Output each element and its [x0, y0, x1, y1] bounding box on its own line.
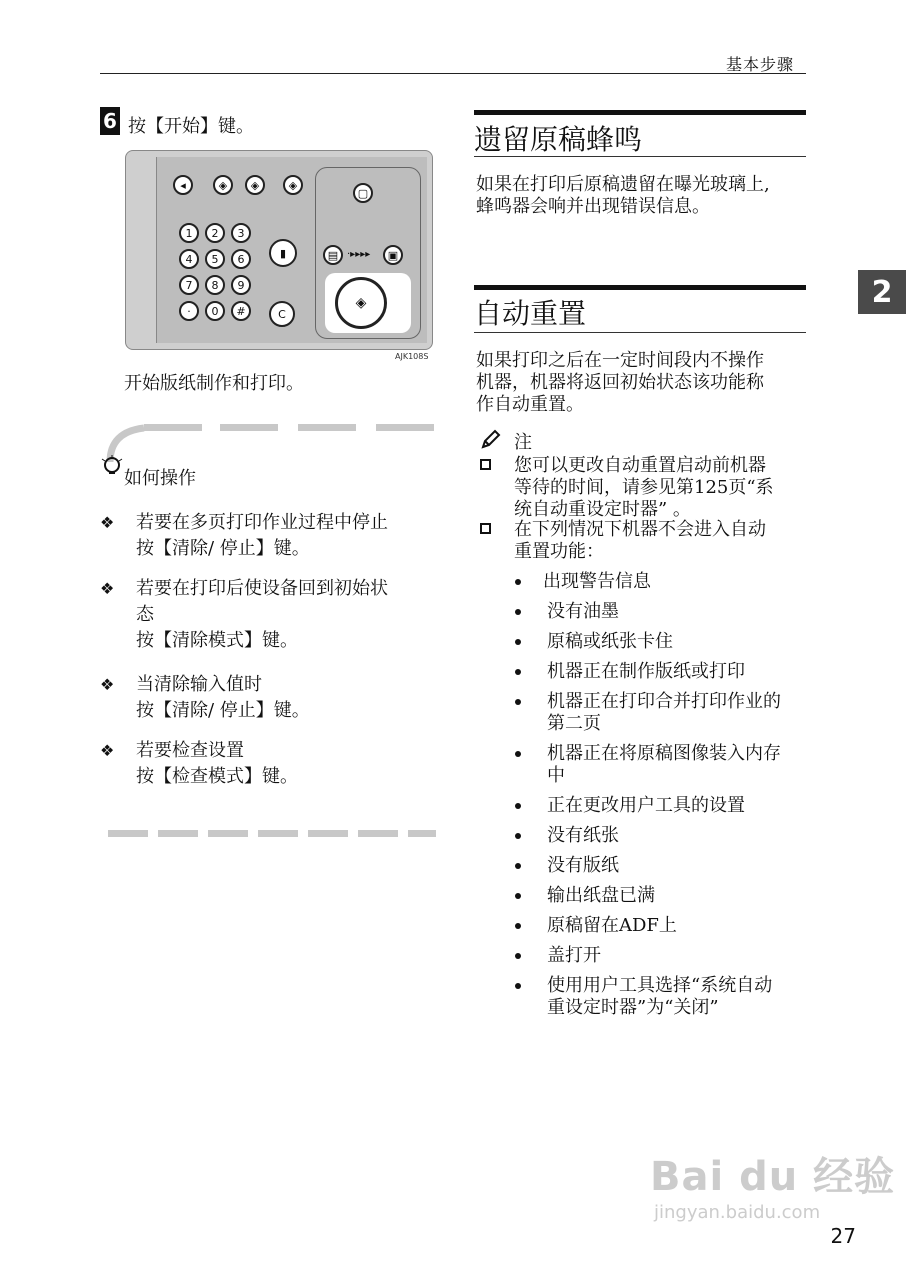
section-bar: [474, 285, 806, 290]
numkey-0: 0: [205, 301, 225, 321]
section-body: [476, 350, 764, 416]
numkey-5: 5: [205, 249, 225, 269]
tip-heading-cont: 态: [136, 604, 154, 625]
section-rule: [474, 156, 806, 157]
list-item: 出现警告信息: [515, 570, 651, 594]
diamond-bullet-icon: ❖: [100, 741, 115, 760]
tip-heading: 若要在打印后使设备回到初始状: [136, 578, 388, 599]
watermark-url: jingyan.baidu.com: [654, 1202, 821, 1223]
tip-item: [100, 738, 298, 787]
tip-heading: 当清除输入值时: [136, 674, 262, 695]
numkey-3: 3: [231, 223, 251, 243]
list-item: 使用用户工具选择“系统自动: [515, 974, 772, 998]
chapter-tab: 2: [858, 270, 906, 314]
diamond-bullet-icon: ❖: [100, 675, 115, 694]
control-panel-illustration: [125, 150, 433, 350]
step-text: 按【开始】键。: [128, 116, 254, 137]
list-item-cont: 中: [547, 765, 565, 786]
section-dash-bottom: [100, 830, 435, 838]
tip-item: [100, 672, 310, 721]
function-key-icon: ◈: [213, 175, 233, 195]
body-line: 作自动重置。: [476, 394, 584, 415]
pencil-icon: [480, 428, 502, 454]
body-line: 如果在打印后原稿遗留在曝光玻璃上,: [476, 174, 770, 195]
list-item: 正在更改用户工具的设置: [515, 794, 745, 818]
tip-action: 按【检查模式】键。: [136, 766, 298, 787]
tip-heading: 若要在多页打印作业过程中停止: [136, 512, 388, 533]
master-key-icon: ▢: [353, 183, 373, 203]
section-title: 遗留原稿蜂鸣: [474, 123, 643, 156]
section-dash-top: [100, 424, 435, 432]
list-item: 原稿或纸张卡住: [515, 630, 673, 654]
numkey-9: 9: [231, 275, 251, 295]
watermark-brand: Bai du 经验: [650, 1154, 896, 1200]
arrow-indicator: ·▸▸▸▸: [347, 249, 371, 260]
note-line: 等待的时间，请参见第125页“系: [514, 477, 774, 498]
list-item: 没有版纸: [515, 854, 619, 878]
list-item: 机器正在打印合并打印作业的: [515, 690, 781, 714]
header-rule: [100, 73, 806, 74]
numkey-7: 7: [179, 275, 199, 295]
section-title: 自动重置: [474, 297, 587, 330]
list-item: 盖打开: [515, 944, 601, 968]
list-item: 没有油墨: [515, 600, 619, 624]
note-line: 在下列情况下机器不会进入自动: [514, 519, 766, 540]
page-number: 27: [830, 1224, 856, 1248]
watermark: [650, 1145, 895, 1223]
diamond-bullet-icon: ❖: [100, 513, 115, 532]
tip-item: [100, 576, 388, 651]
body-line: 蜂鸣器会响并出现错误信息。: [476, 196, 710, 217]
numkey-hash: #: [231, 301, 251, 321]
checkbox-icon: [480, 459, 491, 470]
step-result: 开始版纸制作和打印。: [124, 373, 304, 394]
start-key-icon: ◈: [335, 277, 387, 329]
tip-action: 按【清除模式】键。: [136, 630, 298, 651]
tip-action: 按【清除/ 停止】键。: [136, 700, 310, 721]
numkey-dot: ·: [179, 301, 199, 321]
list-item-cont: 重设定时器”为“关闭”: [547, 997, 719, 1018]
running-header: 基本步骤: [725, 55, 794, 74]
list-item: 机器正在制作版纸或打印: [515, 660, 745, 684]
step-number: 6: [100, 107, 120, 135]
numkey-4: 4: [179, 249, 199, 269]
tip-heading: 若要检查设置: [136, 740, 244, 761]
checkbox-icon: [480, 523, 491, 534]
master-making-key-icon: ▤: [323, 245, 343, 265]
tip-item: [100, 510, 388, 559]
function-key-icon: ◂: [173, 175, 193, 195]
note-item: [480, 519, 766, 563]
section-body: [476, 174, 770, 218]
list-item: 原稿留在ADF上: [515, 914, 677, 938]
diamond-bullet-icon: ❖: [100, 579, 115, 598]
proof-key-icon: ▮: [269, 239, 297, 267]
numkey-2: 2: [205, 223, 225, 243]
section-rule: [474, 332, 806, 333]
body-line: 如果打印之后在一定时间段内不操作: [476, 350, 764, 371]
list-item-cont: 第二页: [547, 713, 601, 734]
note-label: 注: [514, 432, 532, 453]
numkey-1: 1: [179, 223, 199, 243]
section-bar: [474, 110, 806, 115]
note-line: 您可以更改自动重置启动前机器: [514, 455, 766, 476]
clear-stop-key-icon: C: [269, 301, 295, 327]
numkey-6: 6: [231, 249, 251, 269]
figure-code: AJK108S: [395, 352, 429, 361]
howto-title: 如何操作: [124, 468, 196, 489]
note-item: [480, 455, 774, 521]
body-line: 机器，机器将返回初始状态该功能称: [476, 372, 764, 393]
note-line: 重置功能：: [514, 541, 604, 562]
print-key-icon: ▣: [383, 245, 403, 265]
list-item: 没有纸张: [515, 824, 619, 848]
list-item: 输出纸盘已满: [515, 884, 655, 908]
lightbulb-icon: [100, 455, 124, 486]
function-key-icon: ◈: [283, 175, 303, 195]
function-key-icon: ◈: [245, 175, 265, 195]
note-line: 统自动重设定时器” 。: [514, 499, 691, 520]
list-item: 机器正在将原稿图像装入内存: [515, 742, 781, 766]
numkey-8: 8: [205, 275, 225, 295]
tip-action: 按【清除/ 停止】键。: [136, 538, 310, 559]
